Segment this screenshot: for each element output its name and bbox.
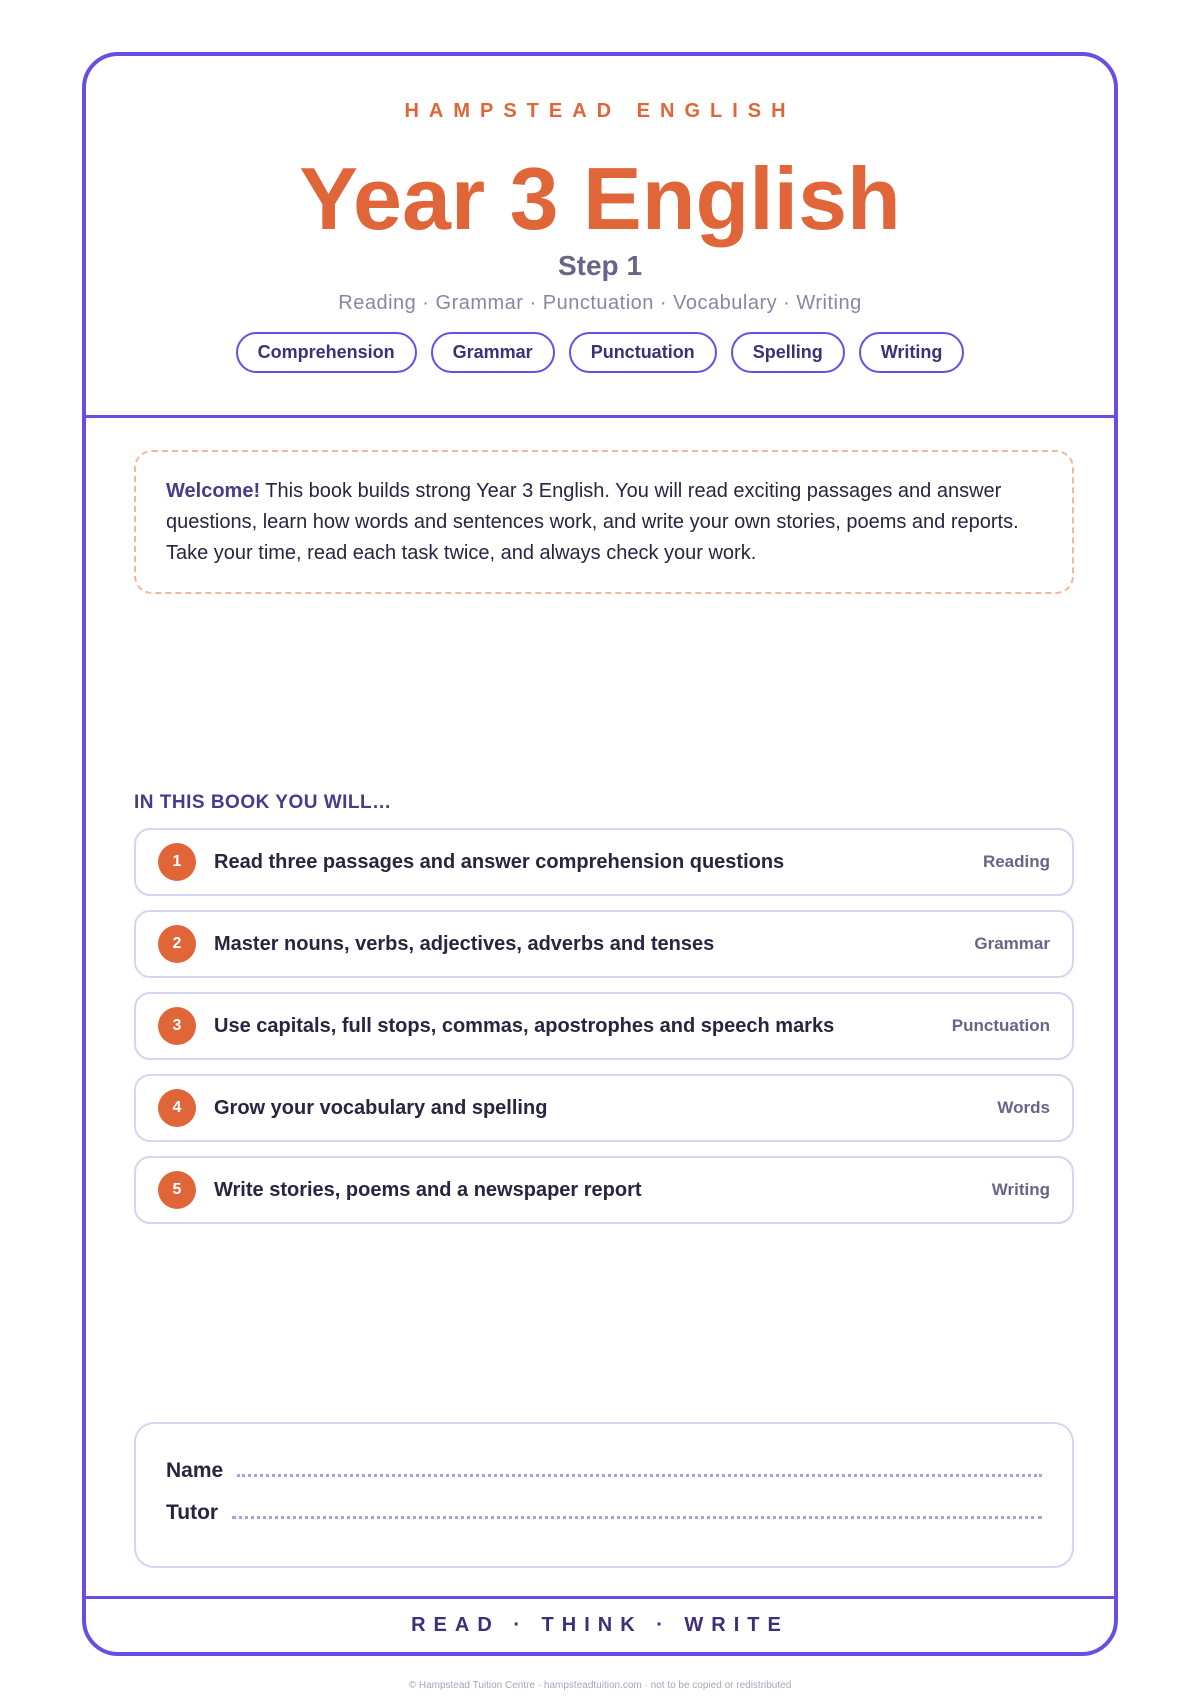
tag-grammar: Grammar (431, 332, 555, 373)
item-text: Write stories, poems and a newspaper report (214, 1178, 642, 1201)
item-text: Use capitals, full stops, commas, apostrophes and speech marks (214, 1014, 835, 1037)
name-row (166, 1456, 1042, 1498)
welcome-lead: Welcome! (166, 480, 261, 502)
copyright-notice: © Hampstead Tuition Centre · hampsteadtuition.com · not to be copied or redistributed (408, 1680, 792, 1691)
goals-list (134, 828, 1074, 1238)
item-text: Read three passages and answer comprehension questions (214, 850, 785, 873)
step-label: Step 1 (557, 250, 643, 281)
tutor-row (166, 1498, 1042, 1540)
tutor-label: Tutor (166, 1501, 219, 1524)
item-category: Writing (991, 1180, 1050, 1199)
list-item (134, 1156, 1074, 1224)
cover-header (86, 56, 1114, 418)
item-number: 1 (158, 843, 196, 881)
item-category: Words (997, 1098, 1050, 1117)
name-label: Name (166, 1459, 224, 1482)
item-category: Grammar (974, 934, 1050, 953)
item-category: Punctuation (951, 1016, 1050, 1035)
tag-comprehension: Comprehension (236, 332, 417, 373)
list-item (134, 1074, 1074, 1142)
student-details-box (134, 1422, 1074, 1568)
name-field[interactable] (237, 1456, 1042, 1477)
page-frame (82, 52, 1118, 1656)
page-title: Year 3 English (299, 149, 901, 248)
welcome-body: This book builds strong Year 3 English. You will read exciting passages and answer questions, learn how words and sentences work, and write your own stories, poems and reports. Take your time, read each task twice, and always check your work. (166, 480, 1019, 564)
brand-name: HAMPSTEAD ENGLISH (404, 100, 796, 122)
section-title: IN THIS BOOK YOU WILL… (134, 792, 392, 813)
tag-writing: Writing (859, 332, 965, 373)
item-number: 3 (158, 1007, 196, 1045)
tag-spelling: Spelling (731, 332, 845, 373)
item-number: 5 (158, 1171, 196, 1209)
subjects-list: Reading · Grammar · Punctuation · Vocabulary · Writing (338, 292, 862, 314)
list-item (134, 828, 1074, 896)
item-number: 4 (158, 1089, 196, 1127)
item-number: 2 (158, 925, 196, 963)
item-text: Master nouns, verbs, adjectives, adverbs and tenses (214, 932, 715, 955)
footer-motto: READ · THINK · WRITE (411, 1614, 789, 1636)
list-item (134, 910, 1074, 978)
item-text: Grow your vocabulary and spelling (214, 1096, 548, 1119)
list-item (134, 992, 1074, 1060)
tag-punctuation: Punctuation (569, 332, 717, 373)
tutor-field[interactable] (232, 1498, 1042, 1519)
cover-footer (86, 1596, 1114, 1652)
item-category: Reading (982, 852, 1050, 871)
topic-tags (86, 332, 1114, 373)
welcome-box (134, 450, 1074, 594)
